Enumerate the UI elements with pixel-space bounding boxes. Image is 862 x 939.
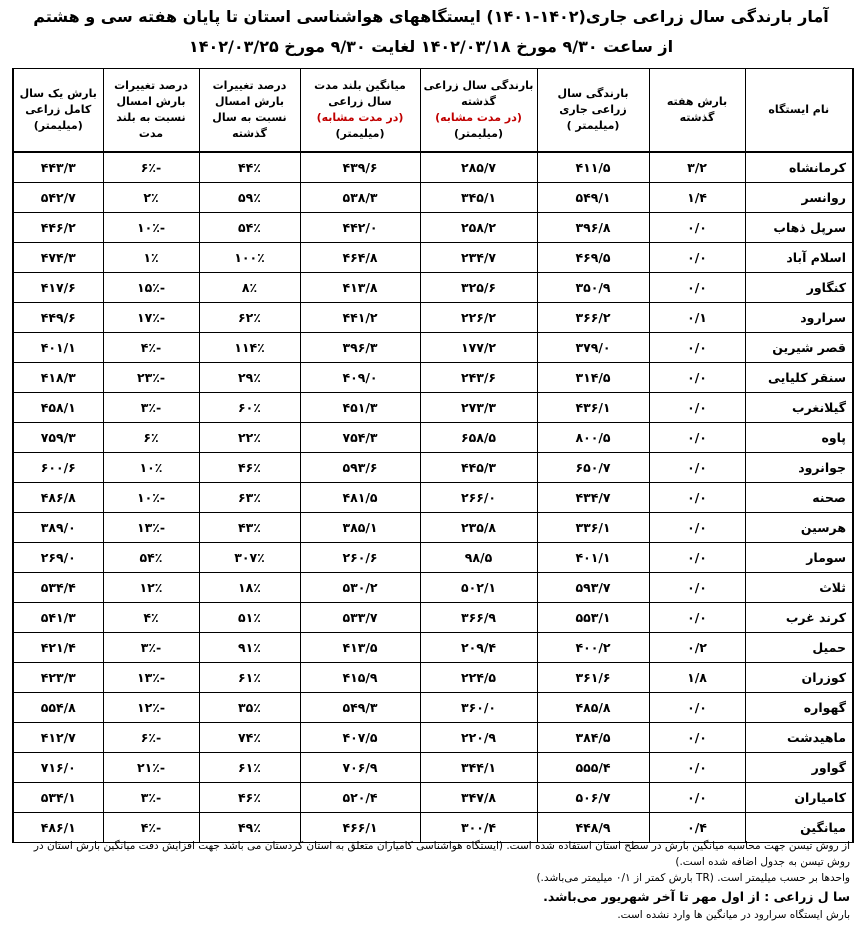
cell-station: گهواره [745,693,853,723]
cell-change-prev: ۵۹٪ [199,183,300,213]
cell-full-year: ۵۴۱/۳ [13,603,103,633]
cell-longterm: ۴۰۷/۵ [300,723,420,753]
cell-longterm: ۳۹۶/۳ [300,333,420,363]
cell-change-prev: ۶۱٪ [199,753,300,783]
table-row [13,393,853,423]
cell-change-long: -۴٪ [103,813,199,843]
cell-longterm: ۵۹۳/۶ [300,453,420,483]
table-row [13,152,853,183]
cell-longterm: ۴۸۱/۵ [300,483,420,513]
cell-full-year: ۴۲۱/۴ [13,633,103,663]
cell-prev: ۲۲۶/۲ [420,303,537,333]
cell-longterm: ۴۶۶/۱ [300,813,420,843]
cell-week: ۰/۰ [649,483,745,513]
cell-change-prev: ۴۶٪ [199,783,300,813]
cell-full-year: ۴۱۸/۳ [13,363,103,393]
cell-change-long: ۴٪ [103,603,199,633]
cell-current: ۴۰۱/۱ [537,543,649,573]
cell-current: ۴۳۶/۱ [537,393,649,423]
cell-station: سرارود [745,303,853,333]
cell-change-prev: ۶۲٪ [199,303,300,333]
cell-week: ۱/۴ [649,183,745,213]
cell-current: ۳۵۰/۹ [537,273,649,303]
cell-station: جوانرود [745,453,853,483]
table-row [13,723,853,753]
cell-week: ۰/۴ [649,813,745,843]
cell-full-year: ۷۵۹/۳ [13,423,103,453]
cell-station: گواور [745,753,853,783]
cell-change-long: ۱۰٪ [103,453,199,483]
cell-change-long: ۲٪ [103,183,199,213]
cell-change-long: -۳٪ [103,393,199,423]
cell-prev: ۳۴۵/۱ [420,183,537,213]
table-row [13,453,853,483]
cell-full-year: ۵۴۲/۷ [13,183,103,213]
cell-station: میانگین [745,813,853,843]
cell-change-prev: ۴۳٪ [199,513,300,543]
cell-change-long: -۴٪ [103,333,199,363]
note-thiessen: از روش تیسن جهت محاسبه میانگین بارش در سطح استان استفاده شده است. (ایستگاه هواشناسی کامیاران متعلق به استان کردستان می باشد جهت افزایش دقت میانگین بارش استان در روش تیسن به جدول اضافه شده است.) [33,840,850,868]
cell-longterm: ۵۳۰/۲ [300,573,420,603]
cell-station: سرپل ذهاب [745,213,853,243]
cell-week: ۰/۰ [649,603,745,633]
cell-change-prev: ۲۲٪ [199,423,300,453]
cell-change-prev: ۴۴٪ [199,152,300,183]
cell-change-long: -۶٪ [103,152,199,183]
cell-change-prev: ۵۱٪ [199,603,300,633]
cell-prev: ۲۶۶/۰ [420,483,537,513]
cell-change-long: -۱۰٪ [103,213,199,243]
cell-current: ۳۶۱/۶ [537,663,649,693]
cell-current: ۳۳۶/۱ [537,513,649,543]
cell-current: ۵۵۳/۱ [537,603,649,633]
table-row [13,573,853,603]
header-station: نام ایستگاه [745,69,853,153]
cell-change-prev: ۴۹٪ [199,813,300,843]
cell-prev: ۳۲۵/۶ [420,273,537,303]
header-previous-note: (در مدت مشابه) [435,111,522,124]
cell-longterm: ۴۴۱/۲ [300,303,420,333]
cell-week: ۰/۰ [649,423,745,453]
cell-change-prev: ۶۰٪ [199,393,300,423]
cell-full-year: ۴۰۱/۱ [13,333,103,363]
cell-change-long: -۱۵٪ [103,273,199,303]
cell-current: ۴۰۰/۲ [537,633,649,663]
header-current: بارندگی سال زراعی جاری (میلیمتر ) [537,69,649,153]
header-previous-unit: (میلیمتر) [453,127,504,140]
cell-full-year: ۴۴۶/۲ [13,213,103,243]
table-row [13,633,853,663]
cell-full-year: ۴۴۳/۳ [13,152,103,183]
cell-station: سومار [745,543,853,573]
cell-current: ۵۴۹/۱ [537,183,649,213]
cell-change-long: -۳٪ [103,783,199,813]
cell-change-prev: ۹۱٪ [199,633,300,663]
cell-prev: ۳۶۶/۹ [420,603,537,633]
header-row [13,69,853,153]
cell-longterm: ۵۴۹/۳ [300,693,420,723]
cell-longterm: ۴۵۱/۳ [300,393,420,423]
cell-prev: ۲۴۳/۶ [420,363,537,393]
cell-full-year: ۴۷۴/۳ [13,243,103,273]
cell-station: کوزران [745,663,853,693]
cell-week: ۰/۰ [649,243,745,273]
cell-week: ۰/۰ [649,723,745,753]
cell-station: صحنه [745,483,853,513]
rainfall-table [12,68,854,843]
cell-station: اسلام آباد [745,243,853,273]
table-row [13,783,853,813]
cell-current: ۵۵۵/۴ [537,753,649,783]
cell-current: ۵۰۶/۷ [537,783,649,813]
table-row [13,753,853,783]
cell-longterm: ۵۲۰/۴ [300,783,420,813]
cell-prev: ۲۳۴/۷ [420,243,537,273]
cell-week: ۰/۰ [649,213,745,243]
cell-longterm: ۵۳۸/۳ [300,183,420,213]
cell-full-year: ۶۰۰/۶ [13,453,103,483]
cell-full-year: ۵۵۴/۸ [13,693,103,723]
cell-week: ۰/۰ [649,363,745,393]
cell-full-year: ۴۱۷/۶ [13,273,103,303]
cell-change-prev: ۱۰۰٪ [199,243,300,273]
cell-change-long: ۶٪ [103,423,199,453]
cell-current: ۳۶۶/۲ [537,303,649,333]
cell-full-year: ۵۳۴/۱ [13,783,103,813]
table-row [13,303,853,333]
footnotes [14,838,850,924]
cell-station: هرسین [745,513,853,543]
cell-prev: ۹۸/۵ [420,543,537,573]
cell-station: گیلانغرب [745,393,853,423]
table-row [13,423,853,453]
cell-full-year: ۷۱۶/۰ [13,753,103,783]
header-full-year: بارش یک سال کامل زراعی (میلیمتر) [13,69,103,153]
cell-change-prev: ۳۵٪ [199,693,300,723]
cell-change-prev: ۶۳٪ [199,483,300,513]
cell-longterm: ۴۱۵/۹ [300,663,420,693]
cell-prev: ۴۴۵/۳ [420,453,537,483]
cell-week: ۰/۰ [649,273,745,303]
cell-prev: ۲۵۸/۲ [420,213,537,243]
cell-current: ۳۷۹/۰ [537,333,649,363]
cell-longterm: ۷۰۶/۹ [300,753,420,783]
cell-station: کرمانشاه [745,152,853,183]
note-sararud: بارش ایستگاه سرارود در میانگین ها وارد نشده است. [617,909,850,921]
cell-longterm: ۴۳۹/۶ [300,152,420,183]
header-longterm-unit: (میلیمتر) [335,127,385,140]
cell-week: ۰/۰ [649,753,745,783]
table-row [13,513,853,543]
cell-change-prev: ۷۴٪ [199,723,300,753]
header-previous-text: بارندگی سال زراعی گذشته [423,79,534,108]
cell-longterm: ۴۱۳/۸ [300,273,420,303]
cell-prev: ۳۴۷/۸ [420,783,537,813]
cell-full-year: ۲۶۹/۰ [13,543,103,573]
header-longterm-text: میانگین بلند مدت سال زراعی [314,79,406,108]
cell-change-long: -۱۳٪ [103,663,199,693]
cell-change-long: -۲۱٪ [103,753,199,783]
table-row [13,273,853,303]
cell-current: ۸۰۰/۵ [537,423,649,453]
cell-prev: ۱۷۷/۲ [420,333,537,363]
cell-change-long: -۱۲٪ [103,693,199,723]
cell-station: کرند غرب [745,603,853,633]
cell-change-prev: ۵۴٪ [199,213,300,243]
cell-station: پاوه [745,423,853,453]
cell-station: حمیل [745,633,853,663]
report-title: آمار بارندگی سال زراعی جاری(۱۴۰۲-۱۴۰۱) ایستگاههای هواشناسی استان تا پایان هفته سی و هشتم [33,7,829,26]
cell-current: ۴۱۱/۵ [537,152,649,183]
cell-longterm: ۴۱۳/۵ [300,633,420,663]
cell-week: ۱/۸ [649,663,745,693]
cell-prev: ۲۳۵/۸ [420,513,537,543]
cell-prev: ۲۸۵/۷ [420,152,537,183]
header-change-longterm: درصد تغییرات بارش امسال نسبت به بلند مدت [103,69,199,153]
cell-station: ثلاث [745,573,853,603]
table-row [13,333,853,363]
cell-week: ۰/۰ [649,393,745,423]
cell-change-long: ۱۲٪ [103,573,199,603]
cell-change-long: ۵۴٪ [103,543,199,573]
table-row [13,663,853,693]
cell-full-year: ۴۸۶/۸ [13,483,103,513]
table-row [13,243,853,273]
cell-current: ۴۸۵/۸ [537,693,649,723]
cell-longterm: ۵۳۳/۷ [300,603,420,633]
note-units: واحدها بر حسب میلیمتر است. (TR بارش کمتر از ۰/۱ میلیمتر می‌باشد.) [536,872,850,884]
cell-station: سنقر کلیایی [745,363,853,393]
header-longterm [300,69,420,153]
table-row [13,603,853,633]
cell-change-prev: ۳۰۷٪ [199,543,300,573]
cell-prev: ۳۶۰/۰ [420,693,537,723]
cell-change-prev: ۶۱٪ [199,663,300,693]
cell-full-year: ۴۵۸/۱ [13,393,103,423]
cell-week: ۰/۰ [649,333,745,363]
cell-week: ۰/۰ [649,453,745,483]
cell-prev: ۲۷۳/۳ [420,393,537,423]
table-row [13,213,853,243]
cell-full-year: ۴۲۳/۳ [13,663,103,693]
cell-week: ۰/۱ [649,303,745,333]
cell-current: ۴۳۴/۷ [537,483,649,513]
table-row [13,543,853,573]
cell-longterm: ۴۰۹/۰ [300,363,420,393]
table-row [13,693,853,723]
cell-longterm: ۴۴۲/۰ [300,213,420,243]
cell-current: ۵۹۳/۷ [537,573,649,603]
cell-week: ۰/۰ [649,693,745,723]
cell-change-long: -۱۰٪ [103,483,199,513]
cell-change-long: -۶٪ [103,723,199,753]
cell-longterm: ۲۶۰/۶ [300,543,420,573]
table-row [13,483,853,513]
cell-change-prev: ۱۸٪ [199,573,300,603]
cell-prev: ۲۲۰/۹ [420,723,537,753]
cell-prev: ۳۰۰/۴ [420,813,537,843]
cell-prev: ۶۵۸/۵ [420,423,537,453]
report-period: از ساعت ۹/۳۰ مورخ ۱۴۰۲/۰۳/۱۸ لغایت ۹/۳۰ مورخ ۱۴۰۲/۰۳/۲۵ [188,37,674,56]
header-longterm-note: (در مدت مشابه) [316,111,404,124]
cell-current: ۴۶۹/۵ [537,243,649,273]
table-row [13,363,853,393]
cell-change-prev: ۲۹٪ [199,363,300,393]
cell-change-long: ۱٪ [103,243,199,273]
cell-full-year: ۴۴۹/۶ [13,303,103,333]
cell-station: کامیاران [745,783,853,813]
cell-current: ۶۵۰/۷ [537,453,649,483]
header-change-previous: درصد تغییرات بارش امسال نسبت به سال گذشته [199,69,300,153]
cell-week: ۰/۰ [649,783,745,813]
table-row [13,183,853,213]
cell-week: ۰/۲ [649,633,745,663]
cell-prev: ۲۲۴/۵ [420,663,537,693]
cell-station: قصر شیرین [745,333,853,363]
cell-station: ماهیدشت [745,723,853,753]
cell-change-long: -۱۷٪ [103,303,199,333]
cell-week: ۰/۰ [649,543,745,573]
cell-full-year: ۴۱۲/۷ [13,723,103,753]
cell-current: ۳۱۴/۵ [537,363,649,393]
cell-change-long: -۱۳٪ [103,513,199,543]
cell-current: ۴۴۸/۹ [537,813,649,843]
cell-longterm: ۴۶۴/۸ [300,243,420,273]
cell-prev: ۲۰۹/۴ [420,633,537,663]
header-previous [420,69,537,153]
cell-change-prev: ۸٪ [199,273,300,303]
cell-station: روانسر [745,183,853,213]
cell-longterm: ۳۸۵/۱ [300,513,420,543]
cell-full-year: ۵۳۴/۴ [13,573,103,603]
cell-current: ۳۹۶/۸ [537,213,649,243]
cell-full-year: ۴۸۶/۱ [13,813,103,843]
note-crop-year: سا ل زراعی : از اول مهر تا آخر شهریور می‌باشد. [543,889,850,904]
cell-prev: ۳۴۴/۱ [420,753,537,783]
header-week: بارش هفته گذشته [649,69,745,153]
cell-longterm: ۷۵۴/۳ [300,423,420,453]
cell-station: کنگاور [745,273,853,303]
cell-week: ۳/۲ [649,152,745,183]
cell-change-prev: ۴۶٪ [199,453,300,483]
cell-change-long: -۲۳٪ [103,363,199,393]
cell-change-prev: ۱۱۴٪ [199,333,300,363]
cell-full-year: ۳۸۹/۰ [13,513,103,543]
cell-current: ۳۸۴/۵ [537,723,649,753]
cell-week: ۰/۰ [649,513,745,543]
cell-change-long: -۳٪ [103,633,199,663]
cell-prev: ۵۰۲/۱ [420,573,537,603]
cell-week: ۰/۰ [649,573,745,603]
